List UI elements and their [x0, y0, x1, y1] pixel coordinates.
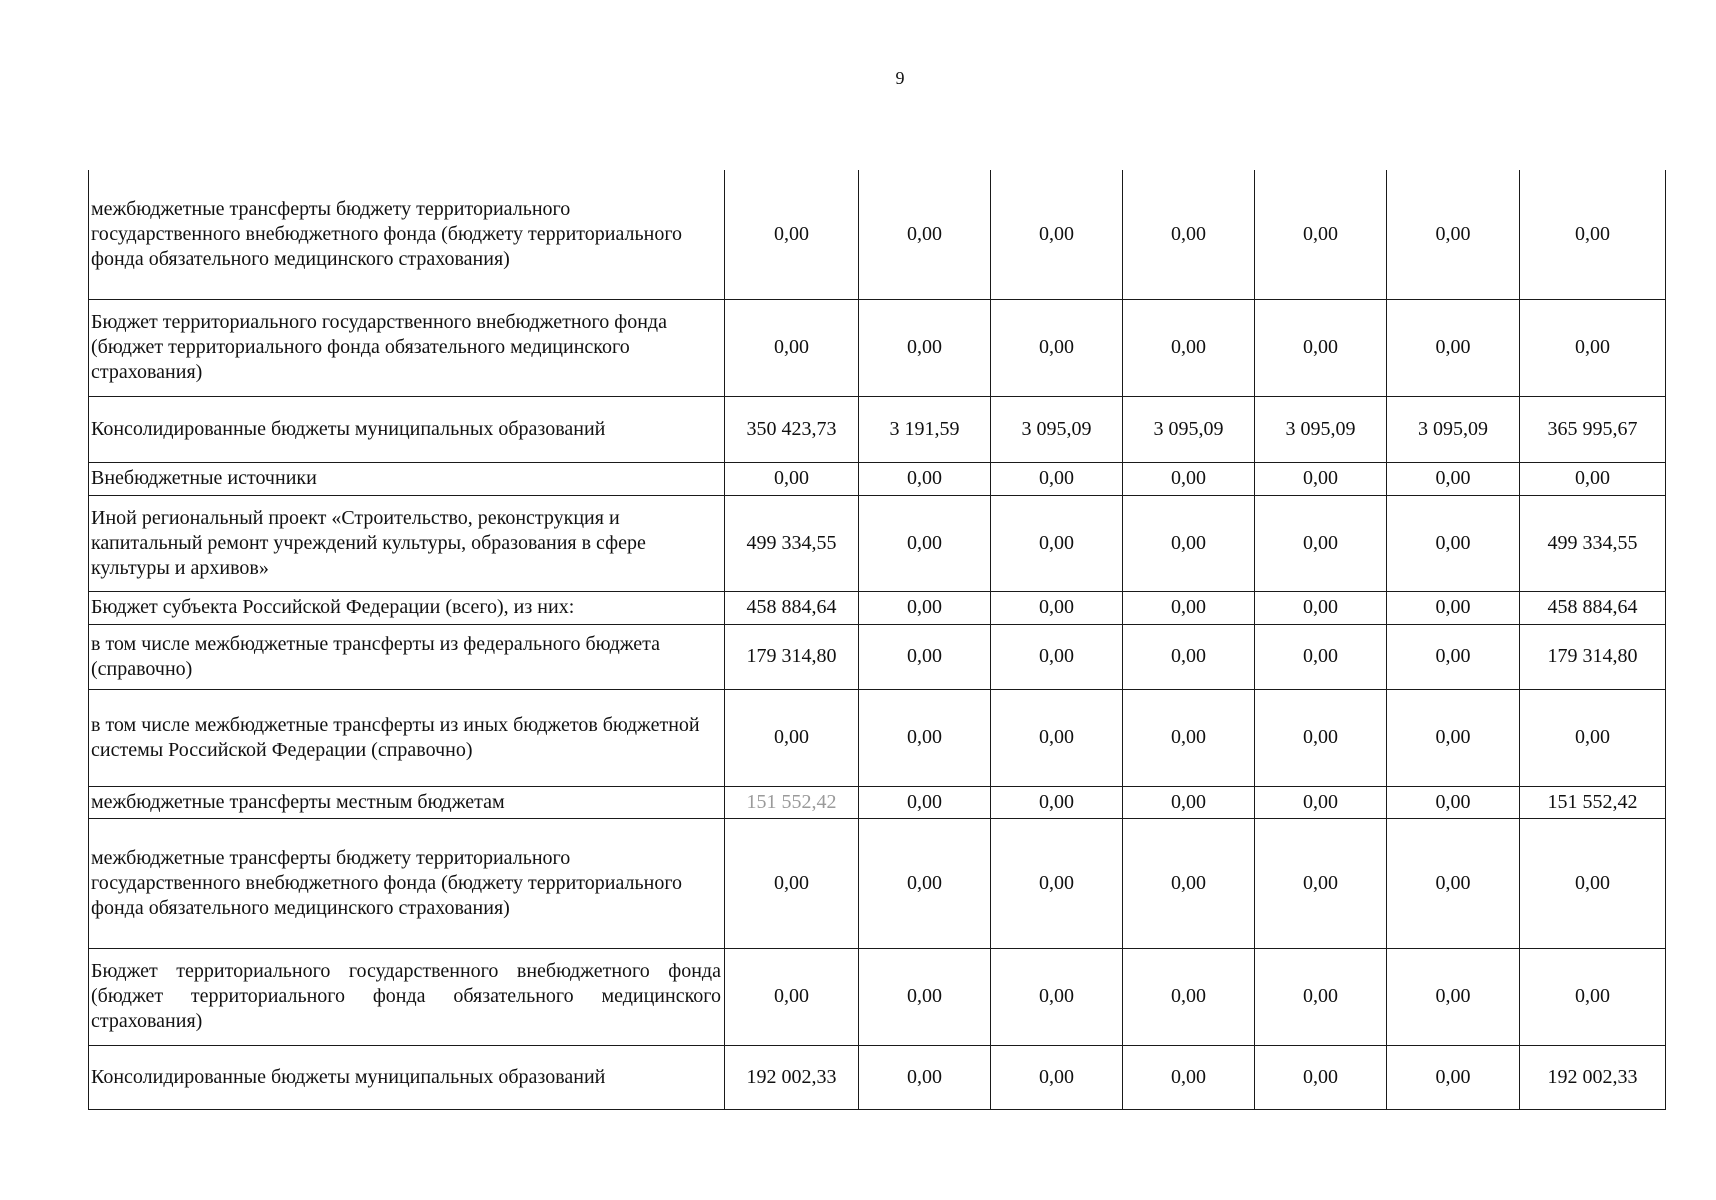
row-label: Консолидированные бюджеты муниципальных образований: [89, 1045, 725, 1109]
value-cell: 0,00: [1255, 462, 1387, 495]
value-cell: 0,00: [859, 591, 991, 624]
value-cell: 0,00: [1255, 786, 1387, 818]
table-row: [89, 396, 1666, 462]
value-cell: 0,00: [1520, 299, 1666, 396]
value-cell: 151 552,42: [1520, 786, 1666, 818]
row-label: межбюджетные трансферты местным бюджетам: [89, 786, 725, 818]
value-cell: 0,00: [1387, 495, 1520, 591]
row-label: Бюджет территориального государственного внебюджетного фонда (бюджет территориального фонда обязательного медицинского страхования): [89, 299, 725, 396]
value-cell: 0,00: [1255, 818, 1387, 948]
value-cell: 0,00: [991, 624, 1123, 689]
value-cell: 0,00: [1387, 624, 1520, 689]
value-cell: 3 095,09: [1123, 396, 1255, 462]
value-cell: 0,00: [991, 299, 1123, 396]
value-cell: 192 002,33: [1520, 1045, 1666, 1109]
value-cell: 0,00: [1387, 299, 1520, 396]
value-cell: 0,00: [859, 818, 991, 948]
value-cell: 0,00: [991, 495, 1123, 591]
value-cell: 0,00: [859, 1045, 991, 1109]
value-cell: 0,00: [991, 818, 1123, 948]
value-cell: 0,00: [725, 299, 859, 396]
value-cell: 0,00: [1255, 170, 1387, 299]
value-cell: 0,00: [1387, 689, 1520, 786]
value-cell: 179 314,80: [1520, 624, 1666, 689]
row-label: в том числе межбюджетные трансферты из иных бюджетов бюджетной системы Российской Федерации (справочно): [89, 689, 725, 786]
value-cell: 192 002,33: [725, 1045, 859, 1109]
value-cell: 0,00: [1255, 591, 1387, 624]
value-cell: 0,00: [991, 170, 1123, 299]
table-row: [89, 786, 1666, 818]
value-cell: 0,00: [991, 462, 1123, 495]
value-cell: 151 552,42: [725, 786, 859, 818]
value-cell: 0,00: [1387, 591, 1520, 624]
value-cell: 0,00: [1123, 786, 1255, 818]
value-cell: 0,00: [1123, 299, 1255, 396]
value-cell: 3 095,09: [991, 396, 1123, 462]
budget-table: [88, 170, 1666, 1110]
value-cell: 0,00: [1123, 495, 1255, 591]
value-cell: 0,00: [1387, 818, 1520, 948]
value-cell: 0,00: [1123, 170, 1255, 299]
value-cell: 0,00: [859, 299, 991, 396]
value-cell: 499 334,55: [1520, 495, 1666, 591]
value-cell: 365 995,67: [1520, 396, 1666, 462]
value-cell: 0,00: [725, 170, 859, 299]
value-cell: 0,00: [1123, 689, 1255, 786]
row-label: межбюджетные трансферты бюджету территориального государственного внебюджетного фонда (бюджету территориального фонда обязательного медицинского страхования): [89, 170, 725, 299]
value-cell: 0,00: [1255, 948, 1387, 1045]
value-cell: 0,00: [1255, 495, 1387, 591]
row-label: Бюджет субъекта Российской Федерации (всего), из них:: [89, 591, 725, 624]
row-label: Внебюджетные источники: [89, 462, 725, 495]
table-row: [89, 495, 1666, 591]
value-cell: 350 423,73: [725, 396, 859, 462]
value-cell: 0,00: [859, 462, 991, 495]
value-cell: 0,00: [1387, 786, 1520, 818]
value-cell: 0,00: [859, 624, 991, 689]
value-cell: 0,00: [859, 786, 991, 818]
table-row: [89, 948, 1666, 1045]
value-cell: 0,00: [725, 462, 859, 495]
value-cell: 0,00: [1255, 1045, 1387, 1109]
value-cell: 0,00: [1387, 1045, 1520, 1109]
table-row: [89, 818, 1666, 948]
value-cell: 0,00: [1520, 818, 1666, 948]
table-row: [89, 462, 1666, 495]
value-cell: 0,00: [1123, 818, 1255, 948]
value-cell: 0,00: [991, 948, 1123, 1045]
value-cell: 0,00: [991, 591, 1123, 624]
value-cell: 0,00: [725, 948, 859, 1045]
table-row: [89, 689, 1666, 786]
value-cell: 0,00: [1255, 299, 1387, 396]
table-row: [89, 591, 1666, 624]
value-cell: 0,00: [1123, 591, 1255, 624]
row-label: в том числе межбюджетные трансферты из федерального бюджета (справочно): [89, 624, 725, 689]
page-number: 9: [895, 68, 905, 88]
value-cell: 0,00: [1387, 462, 1520, 495]
value-cell: 0,00: [859, 689, 991, 786]
value-cell: 0,00: [991, 689, 1123, 786]
value-cell: 0,00: [1520, 462, 1666, 495]
value-cell: 0,00: [725, 818, 859, 948]
value-cell: 0,00: [1387, 948, 1520, 1045]
row-label: межбюджетные трансферты бюджету территориального государственного внебюджетного фонда (бюджету территориального фонда обязательного медицинского страхования): [89, 818, 725, 948]
row-label: Иной региональный проект «Строительство, реконструкция и капитальный ремонт учреждений культуры, образования в сфере культуры и архивов»: [89, 495, 725, 591]
value-cell: 0,00: [1520, 948, 1666, 1045]
value-cell: 179 314,80: [725, 624, 859, 689]
value-cell: 0,00: [991, 786, 1123, 818]
table-row: [89, 170, 1666, 299]
value-cell: 3 095,09: [1387, 396, 1520, 462]
row-label: Бюджет территориального государственного внебюджетного фонда (бюджет территориального фонда обязательного медицинского страхования): [89, 948, 725, 1045]
value-cell: 0,00: [859, 495, 991, 591]
value-cell: 0,00: [1255, 624, 1387, 689]
value-cell: 0,00: [1520, 689, 1666, 786]
value-cell: 0,00: [991, 1045, 1123, 1109]
value-cell: 0,00: [1123, 624, 1255, 689]
value-cell: 458 884,64: [725, 591, 859, 624]
value-cell: 0,00: [1123, 948, 1255, 1045]
value-cell: 0,00: [1123, 462, 1255, 495]
table-row: [89, 299, 1666, 396]
value-cell: 0,00: [1387, 170, 1520, 299]
table-row: [89, 1045, 1666, 1109]
value-cell: 0,00: [725, 689, 859, 786]
value-cell: 499 334,55: [725, 495, 859, 591]
value-cell: 0,00: [1520, 170, 1666, 299]
value-cell: 0,00: [859, 170, 991, 299]
table-row: [89, 624, 1666, 689]
value-cell: 0,00: [859, 948, 991, 1045]
value-cell: 0,00: [1255, 689, 1387, 786]
value-cell: 3 191,59: [859, 396, 991, 462]
value-cell: 458 884,64: [1520, 591, 1666, 624]
value-cell: 3 095,09: [1255, 396, 1387, 462]
value-cell: 0,00: [1123, 1045, 1255, 1109]
row-label: Консолидированные бюджеты муниципальных образований: [89, 396, 725, 462]
